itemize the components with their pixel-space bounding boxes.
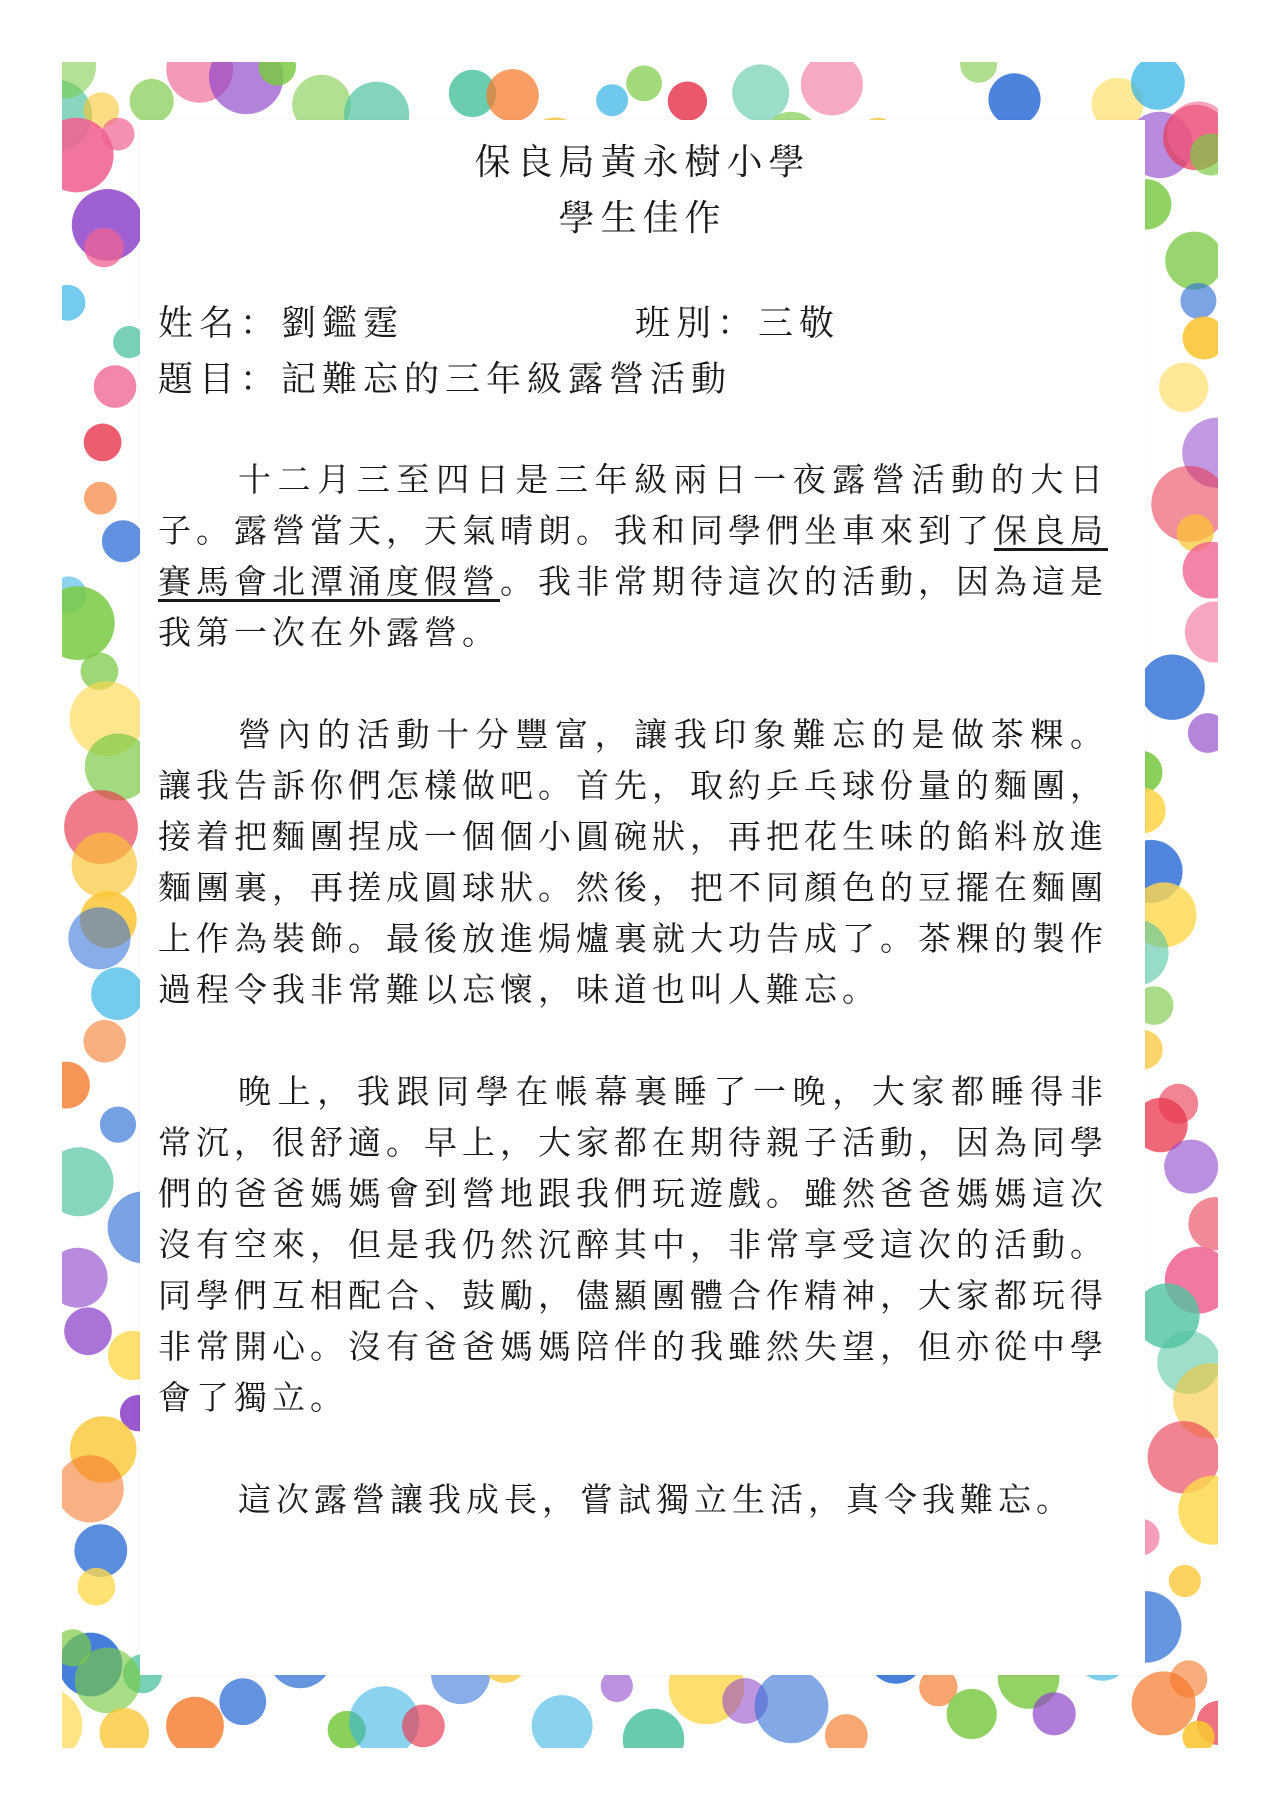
watercolor-dot — [75, 1648, 141, 1714]
watercolor-dot — [62, 1147, 114, 1216]
watercolor-dot — [988, 73, 1040, 125]
paragraph-4: 這次露營讓我成長，嘗試獨立生活，真令我難忘。 — [238, 1480, 1074, 1519]
watercolor-dot — [960, 62, 997, 83]
paragraph-2: 營內的活動十分豐富，讓我印象難忘的是做茶粿。讓我告訴你們怎樣做吧。首先，取約乒乓球份量的麵團，接着把麵團捏成一個個小圓碗狀，再把花生味的餡料放進麵團裏，再搓成圓球狀。然後，把不同顏色的豆擺在麵團上作為裝飾。最後放進焗爐裏就大功告成了。茶粿的製作過程令我非常難以忘懷，味道也叫人難忘。 — [158, 715, 1108, 1009]
essay-body — [158, 454, 1108, 1576]
watercolor-dot — [94, 365, 137, 408]
topic-value: 記難忘的三年級露營活動 — [281, 360, 733, 400]
paragraph-1-end: 。我非常期待這次的活動，因為這是我第一次在外露營。 — [158, 562, 1108, 652]
watercolor-dot — [668, 82, 707, 121]
watercolor-dot — [486, 69, 538, 121]
paragraph-3: 晚上，我跟同學在帳幕裏睡了一晚，大家都睡得非常沉，很舒適。早上，大家都在期待親子活動，因為同學們的爸爸媽媽會到營地跟我們玩遊戲。雖然爸爸媽媽這次沒有空來，但是我仍然沉醉其中，非常享受這次的活動。同學們互相配合、鼓勵，儘顯團體合作精神，大家都玩得非常開心。沒有爸爸媽媽陪伴的我雖然失望，但亦從中學會了獨立。 — [158, 1072, 1108, 1417]
watercolor-dot — [947, 1689, 997, 1739]
watercolor-dot — [72, 832, 137, 897]
paragraph-1 — [158, 454, 1108, 658]
watercolor-dot — [62, 62, 96, 99]
watercolor-dot — [62, 1248, 108, 1308]
watercolor-dot — [732, 64, 789, 121]
school-name: 保良局黃永樹小學 — [474, 142, 811, 183]
watercolor-dot — [596, 84, 628, 116]
class-line — [635, 296, 840, 346]
watercolor-dot — [755, 1669, 829, 1743]
watercolor-dot — [623, 1709, 685, 1748]
name-label: 姓名： — [158, 304, 282, 344]
paragraph-1-start: 十二月三至四日是三年級兩日一夜露營活動的大日子。露營當天，天氣晴朗。我和同學們坐車來到了 — [158, 460, 1108, 550]
watercolor-dot — [62, 1688, 82, 1748]
topic-label: 題目： — [158, 360, 282, 400]
watercolor-dot — [84, 228, 123, 267]
watercolor-dot — [402, 1705, 445, 1748]
watercolor-dot — [91, 967, 144, 1020]
watercolor-dot — [1183, 317, 1219, 360]
topic-line — [158, 352, 732, 402]
watercolor-dot — [1164, 1140, 1218, 1194]
watercolor-dot — [78, 1568, 116, 1606]
watercolor-dot — [825, 1714, 868, 1748]
watercolor-dot — [1180, 283, 1216, 319]
watercolor-dot — [64, 1307, 112, 1355]
class-value: 三敬 — [758, 304, 841, 344]
watercolor-dot — [102, 520, 144, 562]
watercolor-dot — [1188, 1197, 1218, 1250]
watercolor-dot — [83, 1020, 126, 1063]
watercolor-dot — [100, 1107, 136, 1143]
class-label: 班別： — [635, 304, 759, 344]
watercolor-dot — [1188, 713, 1218, 753]
watercolor-dot — [100, 1708, 150, 1748]
student-name: 劉鑑霆 — [281, 304, 405, 344]
watercolor-dot — [1169, 1565, 1201, 1597]
student-name-line — [158, 296, 404, 346]
watercolor-dot — [166, 1697, 224, 1748]
watercolor-dot — [219, 1678, 266, 1725]
watercolor-dot — [1159, 363, 1208, 412]
watercolor-dot — [1185, 601, 1218, 662]
watercolor-dot — [68, 907, 130, 969]
watercolor-dot — [62, 586, 115, 660]
watercolor-dot — [62, 285, 85, 321]
watercolor-dot — [84, 482, 117, 515]
camp-name: 保良局賽馬會北潭涌度假營 — [158, 511, 1108, 601]
watercolor-dot — [62, 1062, 90, 1109]
watercolor-dot — [1170, 1660, 1207, 1697]
watercolor-dot — [1183, 542, 1218, 599]
watercolor-dot — [1165, 232, 1218, 290]
watercolor-dot — [1139, 655, 1204, 720]
page-title: 學生佳作 — [558, 198, 727, 239]
watercolor-dot — [84, 424, 122, 462]
essay-sheet — [140, 120, 1145, 1675]
watercolor-dot — [130, 79, 174, 123]
watercolor-dot — [801, 62, 863, 116]
watercolor-dot — [532, 1695, 593, 1748]
watercolor-dot — [1033, 1692, 1076, 1735]
watercolor-dot — [626, 65, 662, 101]
